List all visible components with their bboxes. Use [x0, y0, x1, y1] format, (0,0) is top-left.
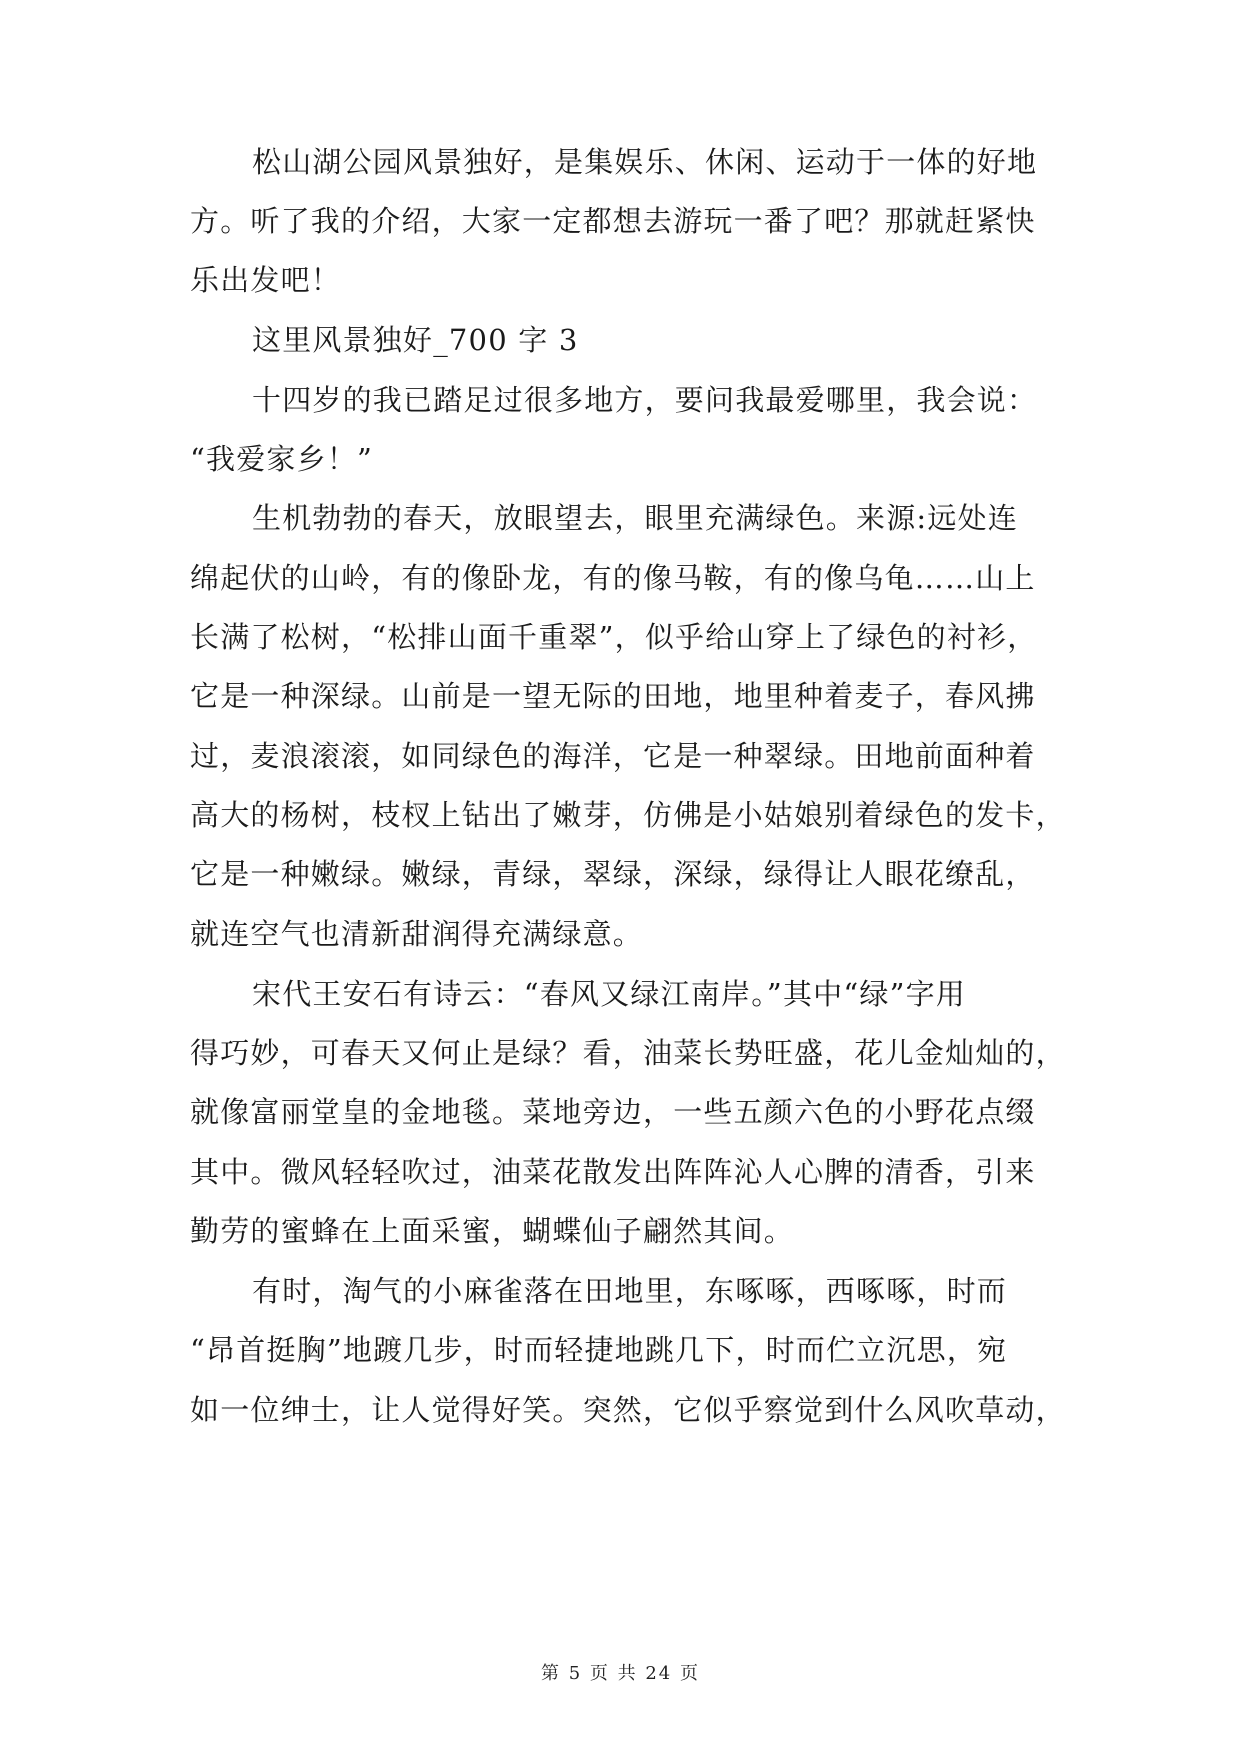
text-line: 松山湖公园风景独好，是集娱乐、休闲、运动于一体的好地: [252, 145, 1038, 179]
text-line: 方。听了我的介绍，大家一定都想去游玩一番了吧？那就赶紧快: [190, 204, 1036, 238]
text-line: 得巧妙，可春天又何止是绿？看，油菜长势旺盛，花儿金灿灿的，: [190, 1036, 1066, 1070]
text-line: 有时，淘气的小麻雀落在田地里，东啄啄，西啄啄，时而: [252, 1274, 1008, 1308]
page-number-footer: 第 5 页 共 24 页: [541, 1663, 700, 1684]
text-line: 勤劳的蜜蜂在上面采蜜，蝴蝶仙子翩然其间。: [190, 1214, 795, 1248]
text-line: 长满了松树，“松排山面千重翠”，似乎给山穿上了绿色的衬衫，: [190, 620, 1038, 654]
text-line: 其中。微风轻轻吹过，油菜花散发出阵阵沁人心脾的清香，引来: [190, 1155, 1036, 1189]
text-line: 高大的杨树，枝杈上钻出了嫩芽，仿佛是小姑娘别着绿色的发卡，: [190, 798, 1066, 832]
text-line: “我爱家乡！”: [190, 442, 374, 476]
text-line: 如一位绅士，让人觉得好笑。突然，它似乎察觉到什么风吹草动，: [190, 1393, 1066, 1427]
text-line: 它是一种嫩绿。嫩绿，青绿，翠绿，深绿，绿得让人眼花缭乱，: [190, 857, 1036, 891]
text-line: 过，麦浪滚滚，如同绿色的海洋，它是一种翠绿。田地前面种着: [190, 739, 1036, 773]
text-line: 就像富丽堂皇的金地毯。菜地旁边，一些五颜六色的小野花点缀: [190, 1095, 1036, 1129]
text-line: 它是一种深绿。山前是一望无际的田地，地里种着麦子，春风拂: [190, 679, 1036, 713]
text-line: 十四岁的我已踏足过很多地方，要问我最爱哪里，我会说：: [252, 383, 1038, 417]
section-heading: 这里风景独好_700 字 3: [252, 323, 579, 357]
text-line: 绵起伏的山岭，有的像卧龙，有的像马鞍，有的像乌龟……山上: [190, 561, 1036, 595]
text-line: 宋代王安石有诗云：“春风又绿江南岸。”其中“绿”字用: [252, 977, 967, 1011]
text-line: 就连空气也清新甜润得充满绿意。: [190, 917, 644, 951]
text-line: 生机勃勃的春天，放眼望去，眼里充满绿色。来源:远处连: [252, 501, 1018, 535]
text-line: 乐出发吧！: [190, 263, 342, 297]
text-line: “昂首挺胸”地踱几步，时而轻捷地跳几下，时而伫立沉思，宛: [190, 1333, 1008, 1367]
